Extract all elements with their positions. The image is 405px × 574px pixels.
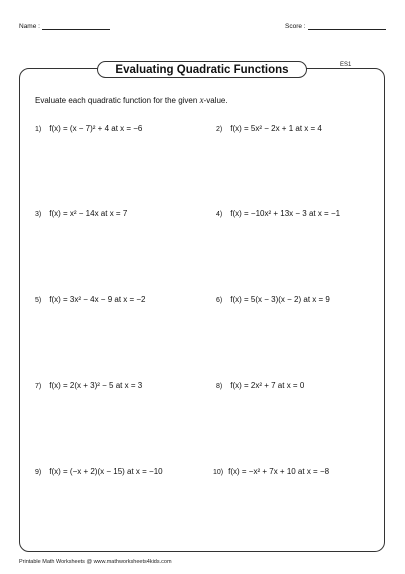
name-field (19, 22, 110, 30)
problem-1 (35, 124, 142, 133)
instruction-after: -value. (203, 96, 228, 105)
problem-expression: f(x) = x² − 14x at x = 7 (49, 209, 128, 218)
problem-6 (216, 295, 330, 304)
problem-9 (35, 467, 163, 476)
worksheet-frame (19, 68, 385, 552)
problem-expression: f(x) = 3x² − 4x − 9 at x = −2 (49, 295, 146, 304)
problem-5 (35, 295, 146, 304)
problem-10 (213, 467, 329, 476)
problem-8 (216, 381, 304, 390)
problem-expression: f(x) = −x² + 7x + 10 at x = −8 (228, 467, 330, 476)
problem-number: 8) (216, 383, 223, 390)
problem-number: 9) (35, 469, 42, 476)
problem-4 (216, 209, 340, 218)
problem-number: 3) (35, 211, 42, 218)
problem-expression: f(x) = 2(x + 3)² − 5 at x = 3 (49, 381, 143, 390)
problem-number: 10) (213, 469, 224, 476)
worksheet-code: ES1 (340, 62, 352, 68)
worksheet-title-text: Evaluating Quadratic Functions (115, 63, 289, 76)
instruction-variable: x (199, 95, 204, 105)
worksheet-title (97, 61, 307, 78)
footer-site-link[interactable]: www.mathworksheets4kids.com (93, 559, 172, 565)
problem-number: 4) (216, 211, 223, 218)
problem-number: 6) (216, 297, 223, 304)
score-label: Score : (285, 23, 306, 30)
problem-expression: f(x) = 2x² + 7 at x = 0 (230, 381, 305, 390)
footer-text (19, 559, 172, 565)
problem-number: 2) (216, 126, 223, 133)
problem-7 (35, 381, 142, 390)
problem-3 (35, 209, 127, 218)
score-field (285, 22, 386, 30)
problem-number: 7) (35, 383, 42, 390)
problem-number: 1) (35, 126, 42, 133)
problem-expression: f(x) = 5x² − 2x + 1 at x = 4 (230, 124, 322, 133)
name-blank-line[interactable] (42, 22, 110, 30)
score-blank-line[interactable] (308, 22, 386, 30)
problem-expression: f(x) = (x − 7)² + 4 at x = −6 (49, 124, 143, 133)
problem-expression: f(x) = 5(x − 3)(x − 2) at x = 9 (230, 295, 330, 304)
problem-2 (216, 124, 322, 133)
instruction-before: Evaluate each quadratic function for the given (35, 96, 200, 105)
footer-prefix: Printable Math Worksheets @ (19, 559, 94, 565)
problem-expression: f(x) = −10x² + 13x − 3 at x = −1 (230, 209, 341, 218)
name-label: Name : (19, 23, 40, 30)
problem-expression: f(x) = (−x + 2)(x − 15) at x = −10 (49, 467, 163, 476)
problem-number: 5) (35, 297, 42, 304)
instruction-text (35, 95, 228, 105)
